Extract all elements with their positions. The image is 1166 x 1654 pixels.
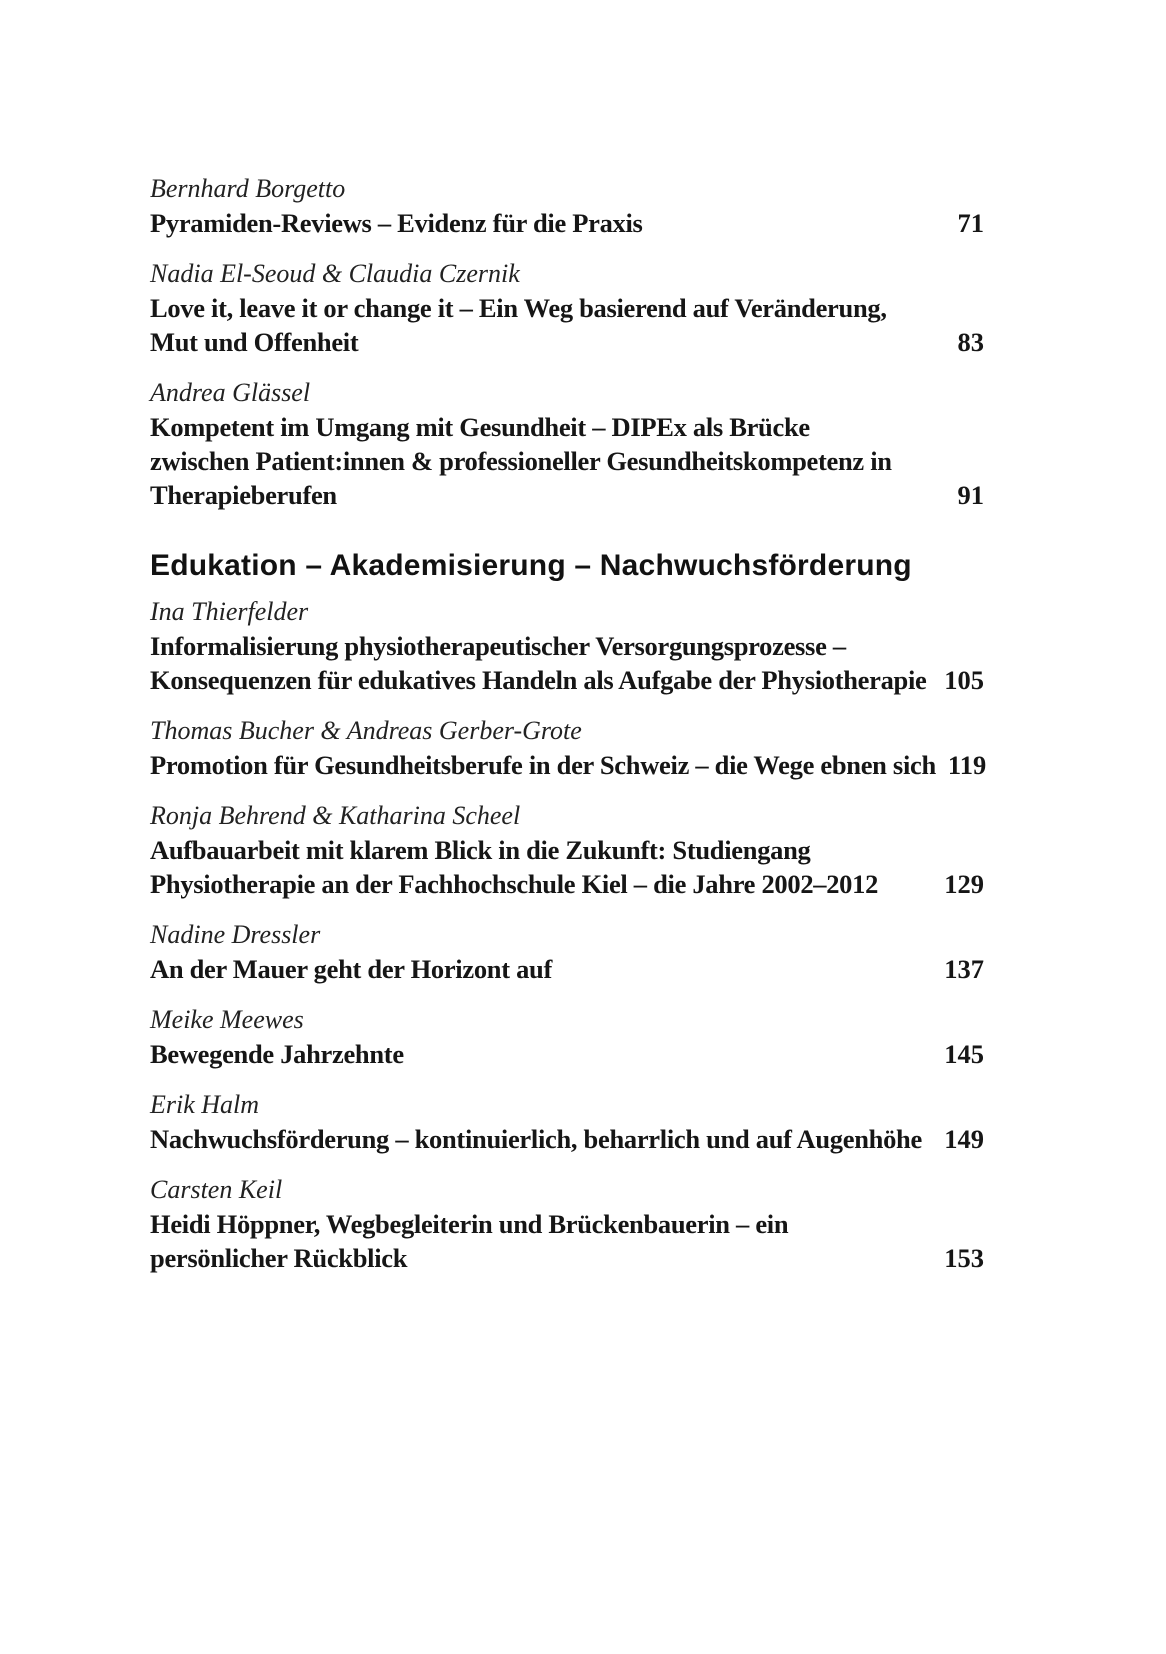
- toc-entry-author: Carsten Keil: [150, 1175, 283, 1204]
- toc-entry-title-line: [150, 748, 987, 782]
- toc-entry-title-line: [150, 867, 984, 901]
- toc-entry-author: Erik Halm: [150, 1090, 260, 1119]
- toc-entry: [150, 257, 984, 359]
- toc-entry-author: Andrea Glässel: [150, 378, 311, 407]
- toc-entry-title-text: Pyramiden-Reviews – Evidenz für die Praxis: [150, 208, 643, 238]
- toc-entry-author: Nadine Dressler: [150, 920, 321, 949]
- toc-entry: [150, 799, 984, 901]
- toc-entry-page-number: 137: [944, 954, 984, 984]
- toc-entry: [150, 376, 984, 512]
- toc-entry: [150, 1088, 984, 1156]
- toc-entry-title-text: Kompetent im Umgang mit Gesundheit – DIPEx als Brücke: [150, 412, 810, 442]
- toc-entry-title-text: Mut und Offenheit: [150, 327, 359, 357]
- toc-entry: [150, 172, 984, 240]
- toc-entry-title-text: Love it, leave it or change it – Ein Weg basierend auf Veränderung,: [150, 293, 887, 323]
- toc-entry-title-line: [150, 952, 984, 986]
- toc-entry-title-line: [150, 629, 984, 663]
- toc-entry-page-number: 119: [947, 750, 987, 780]
- toc-entry-page-number: 153: [944, 1243, 984, 1273]
- toc-entry-title-text: Therapieberufen: [150, 480, 337, 510]
- toc-entry-page-number: 145: [944, 1039, 984, 1069]
- toc-entry-title-text: An der Mauer geht der Horizont auf: [150, 954, 552, 984]
- toc-entry-title-text: Heidi Höppner, Wegbegleiterin und Brückenbauerin – ein: [150, 1209, 789, 1239]
- toc-entry-title-text: zwischen Patient:innen & professioneller Gesundheitskompetenz in: [150, 446, 892, 476]
- toc-entry-title-line: [150, 1207, 984, 1241]
- toc-entry-title-text: Informalisierung physiotherapeutischer Versorgungsprozesse –: [150, 631, 846, 661]
- toc-entry-title-line: [150, 1122, 984, 1156]
- toc-entry-author: Bernhard Borgetto: [150, 174, 346, 203]
- toc-entry-title-text: persönlicher Rückblick: [150, 1243, 408, 1273]
- toc-entry-title-line: [150, 444, 984, 478]
- toc-entry-title-line: [150, 1037, 984, 1071]
- toc-entry-title-line: [150, 206, 984, 240]
- toc-entry-author: Thomas Bucher & Andreas Gerber-Grote: [150, 716, 582, 745]
- toc-entry-title-line: [150, 833, 984, 867]
- toc-entry: [150, 595, 984, 697]
- toc-entry-author: Meike Meewes: [150, 1005, 304, 1034]
- toc-entry: [150, 714, 987, 782]
- toc-entry-title-text: Aufbauarbeit mit klarem Blick in die Zukunft: Studiengang: [150, 835, 811, 865]
- toc-entry-title-line: [150, 325, 984, 359]
- table-of-contents-page: [150, 172, 987, 1292]
- toc-entry: [150, 918, 984, 986]
- toc-entry-title-line: [150, 663, 984, 697]
- toc-entry: [150, 1173, 984, 1275]
- toc-entry-title-text: Physiotherapie an der Fachhochschule Kiel – die Jahre 2002–2012: [150, 869, 879, 899]
- toc-entry-title-line: [150, 478, 984, 512]
- toc-entry-page-number: 91: [957, 480, 984, 510]
- toc-entry-author: Ina Thierfelder: [150, 597, 309, 626]
- toc-entry-author: Ronja Behrend & Katharina Scheel: [150, 801, 521, 830]
- toc-entry-page-number: 149: [944, 1124, 984, 1154]
- toc-entry-title-line: [150, 291, 984, 325]
- toc-entry-title-text: Konsequenzen für edukatives Handeln als Aufgabe der Physiotherapie: [150, 665, 927, 695]
- section-heading: Edukation – Akademisierung – Nachwuchsförderung: [150, 549, 912, 582]
- toc-entry-title-line: [150, 1241, 984, 1275]
- toc-entry-author: Nadia El-Seoud & Claudia Czernik: [150, 259, 520, 288]
- toc-entry-title-line: [150, 410, 984, 444]
- toc-entry-page-number: 83: [957, 327, 984, 357]
- toc-entry-title-text: Promotion für Gesundheitsberufe in der Schweiz – die Wege ebnen sich: [150, 750, 936, 780]
- toc-entry-title-text: Nachwuchsförderung – kontinuierlich, beharrlich und auf Augenhöhe: [150, 1124, 922, 1154]
- toc-entry-page-number: 129: [944, 869, 984, 899]
- toc-entry-page-number: 105: [944, 665, 984, 695]
- toc-entry-title-text: Bewegende Jahrzehnte: [150, 1039, 404, 1069]
- toc-entry: [150, 1003, 984, 1071]
- toc-entry-page-number: 71: [957, 208, 984, 238]
